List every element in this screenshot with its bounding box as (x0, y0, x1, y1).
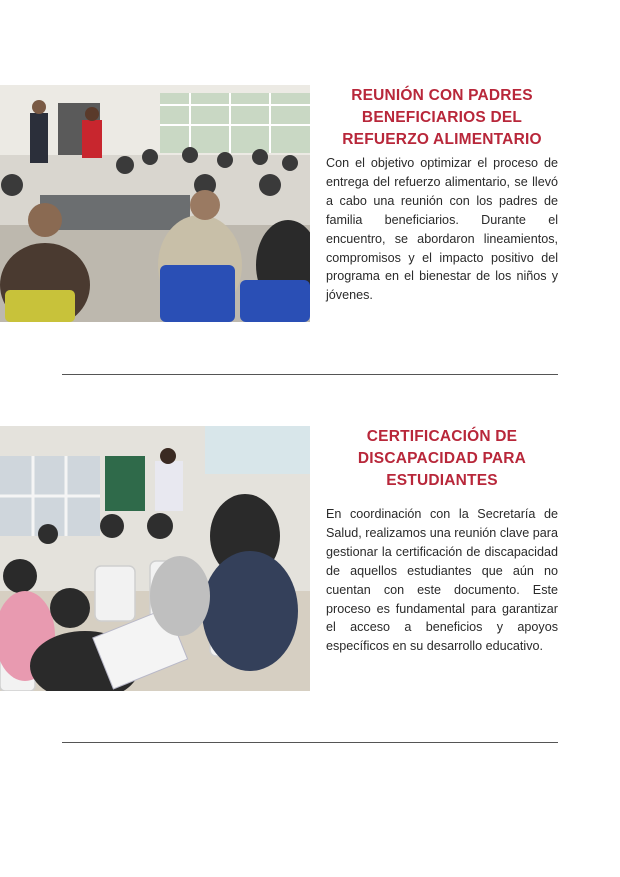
section-1-title: REUNIÓN CON PADRES BENEFICIARIOS DEL REFUERZO ALIMENTARIO (342, 87, 542, 148)
section-2-body: En coordinación con la Secretaría de Salud, realizamos una reunión clave para gestionar la certificación de discapacidad de aquellos estudiantes que aún no cuentan con este documento. Este proceso es fundamental para garantizar el acceso a beneficios y apoyos específicos en su desarrollo educativo. (326, 507, 558, 654)
section-1-photo (0, 85, 310, 322)
section-1-body: Con el objetivo optimizar el proceso de entrega del refuerzo alimentario, se llevó a cabo una reunión con los padres de familia beneficiarios. Durante el encuentro, se abordaron lineamientos, compromisos y el impacto positivo del programa en el bienestar de los niños y jóvenes. (326, 156, 558, 303)
section-divider-2 (62, 742, 558, 743)
section-2-title: CERTIFICACIÓN DE DISCAPACIDAD PARA ESTUDIANTES (357, 428, 527, 489)
section-2-photo (0, 426, 310, 691)
section-divider-1 (62, 374, 558, 375)
